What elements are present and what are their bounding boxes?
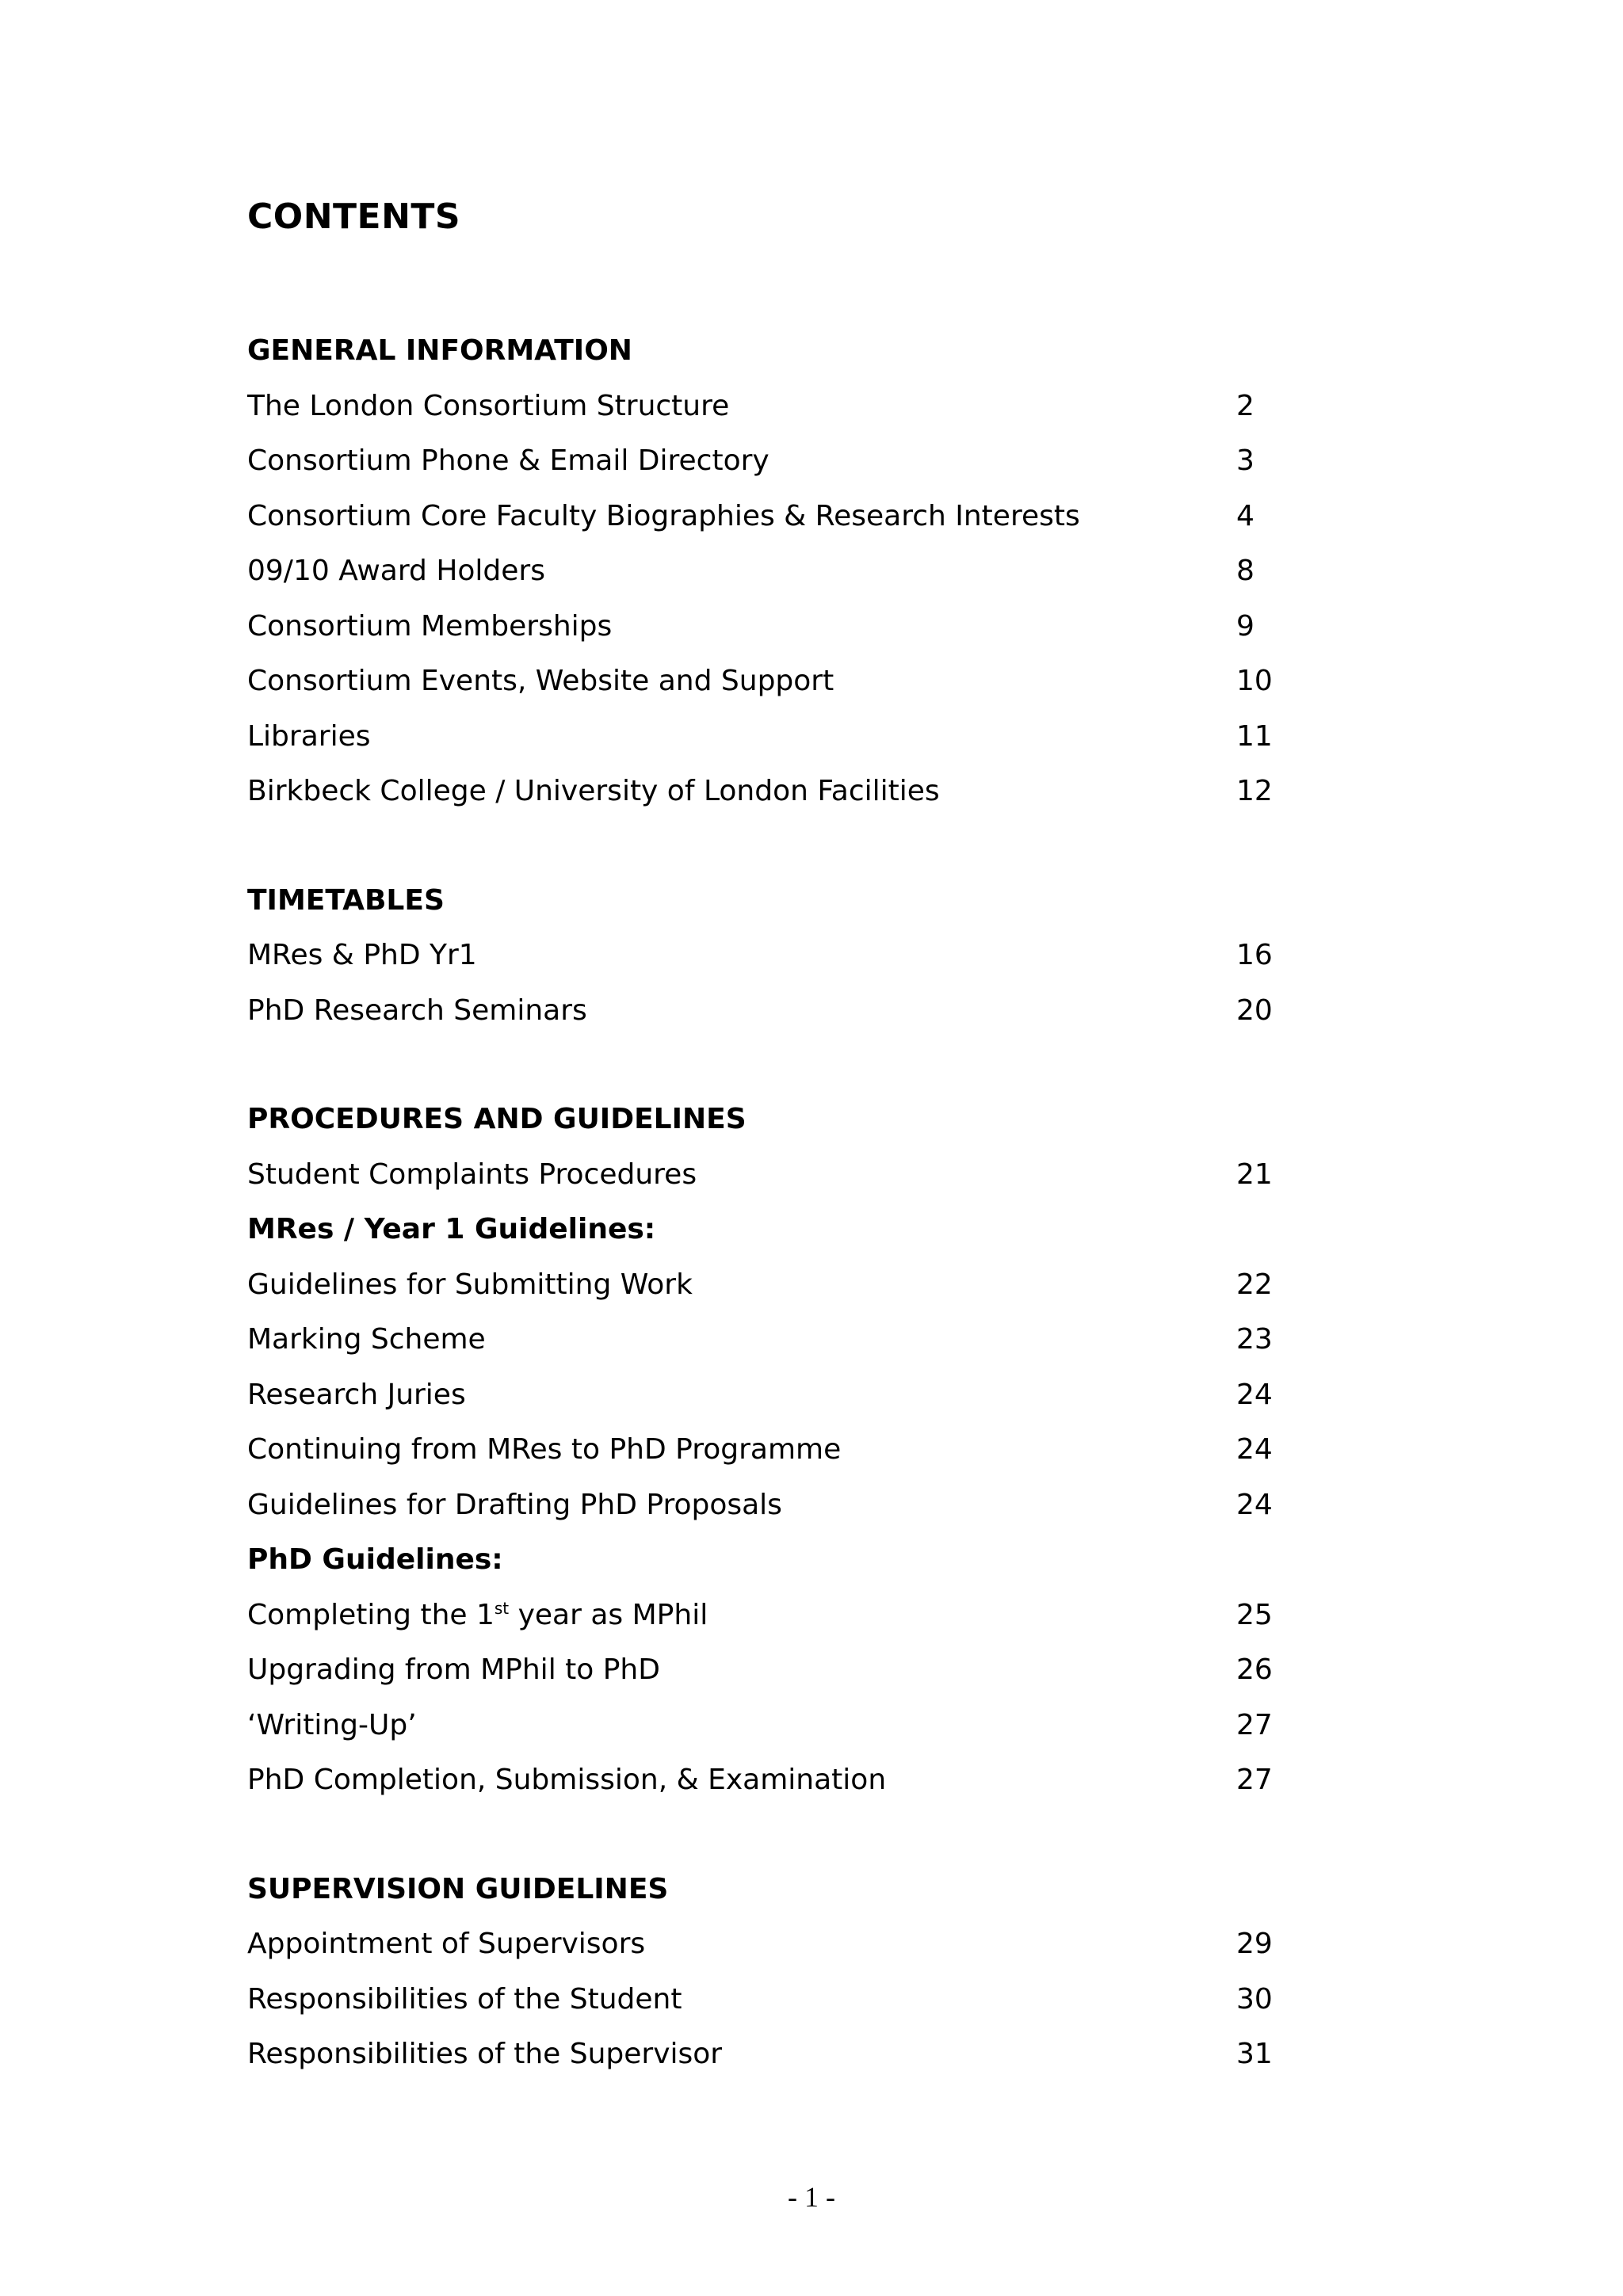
toc-entry xyxy=(247,599,1277,654)
entry-label-text: Responsibilities of the Student xyxy=(247,1982,682,2016)
toc-entry xyxy=(247,1257,1277,1313)
entry-label-text: ‘Writing-Up’ xyxy=(247,1708,417,1741)
toc-entry xyxy=(247,1147,1277,1203)
entry-label xyxy=(247,610,612,643)
entry-label-text: Consortium Phone & Email Directory xyxy=(247,444,769,478)
entry-label xyxy=(247,390,729,422)
entry-page-number: 16 xyxy=(1236,939,1273,972)
entry-label-text: Libraries xyxy=(247,719,371,753)
toc-entry xyxy=(247,543,1277,599)
toc-entry xyxy=(247,2027,1277,2082)
toc-entry xyxy=(247,1312,1277,1367)
entry-page-number: 11 xyxy=(1236,719,1273,753)
entry-page-number: 30 xyxy=(1236,1982,1273,2016)
toc-entry xyxy=(247,1753,1277,1808)
entry-label-text: Continuing from MRes to PhD Programme xyxy=(247,1433,842,1466)
entry-page-number: 25 xyxy=(1236,1598,1273,1631)
entry-label xyxy=(247,1323,486,1356)
toc-section xyxy=(247,1092,1277,1808)
entry-label-text: Marking Scheme xyxy=(247,1323,486,1356)
entry-label xyxy=(247,1158,697,1191)
section-heading: GENERAL INFORMATION xyxy=(247,334,632,368)
entry-label xyxy=(247,720,370,753)
page-title: CONTENTS xyxy=(247,196,461,237)
toc-entry xyxy=(247,379,1277,434)
entry-label-text: Appointment of Supervisors xyxy=(247,1928,646,1961)
entry-page-number: 8 xyxy=(1236,555,1254,588)
toc-entry xyxy=(247,433,1277,489)
entry-label-text: Consortium Core Faculty Biographies & Research Interests xyxy=(247,499,1080,532)
entry-label xyxy=(247,500,1080,532)
toc-section xyxy=(247,1862,1277,2082)
entry-label xyxy=(247,1928,645,1960)
toc-entry xyxy=(247,489,1277,544)
entry-label xyxy=(247,2038,722,2070)
section-heading: SUPERVISION GUIDELINES xyxy=(247,1872,669,1905)
entry-label xyxy=(247,1268,693,1301)
entry-label-text: The London Consortium Structure xyxy=(247,389,730,422)
entry-label xyxy=(247,939,477,971)
entry-label xyxy=(247,1983,682,2016)
toc-entry xyxy=(247,654,1277,709)
entry-page-number: 24 xyxy=(1236,1488,1273,1521)
entry-label-text: Student Complaints Procedures xyxy=(247,1158,697,1191)
entry-label xyxy=(247,1599,708,1631)
toc-section xyxy=(247,873,1277,1039)
entry-label-text: 09/10 Award Holders xyxy=(247,555,545,588)
entry-label xyxy=(247,555,545,587)
entry-label xyxy=(247,1433,841,1466)
entry-label-text: Consortium Events, Website and Support xyxy=(247,665,834,698)
entry-page-number: 26 xyxy=(1236,1653,1273,1687)
entry-label-text: MRes & PhD Yr1 xyxy=(247,939,477,972)
entry-page-number: 31 xyxy=(1236,2038,1273,2071)
toc-entry xyxy=(247,764,1277,819)
entry-label xyxy=(247,665,834,697)
entry-label-text: Upgrading from MPhil to PhD xyxy=(247,1653,660,1687)
toc-subheading xyxy=(247,1202,1277,1257)
entry-label xyxy=(247,994,587,1027)
entry-label-text-after: year as MPhil xyxy=(509,1598,708,1631)
entry-label-text: Birkbeck College / University of London Facilities xyxy=(247,775,940,808)
toc-entry xyxy=(247,1917,1277,1972)
entry-label-text: Guidelines for Submitting Work xyxy=(247,1268,693,1301)
entry-label-text: Guidelines for Drafting PhD Proposals xyxy=(247,1488,782,1521)
ordinal-suffix: st xyxy=(494,1598,510,1618)
entry-page-number: 4 xyxy=(1236,499,1254,532)
entry-label xyxy=(247,1379,466,1411)
entry-page-number: 27 xyxy=(1236,1764,1273,1797)
entry-page-number: 3 xyxy=(1236,444,1254,478)
entry-page-number: 20 xyxy=(1236,994,1273,1027)
entry-page-number: 24 xyxy=(1236,1378,1273,1411)
table-of-contents xyxy=(247,323,1277,2136)
entry-page-number: 24 xyxy=(1236,1433,1273,1466)
toc-entry xyxy=(247,1698,1277,1753)
toc-entry xyxy=(247,1642,1277,1698)
entry-page-number: 2 xyxy=(1236,389,1254,422)
toc-entry xyxy=(247,709,1277,765)
entry-label-text: Completing the 1 xyxy=(247,1598,495,1631)
toc-entry xyxy=(247,1422,1277,1478)
entry-label-text: Responsibilities of the Supervisor xyxy=(247,2038,723,2071)
entry-label-text: PhD Completion, Submission, & Examination xyxy=(247,1764,887,1797)
entry-label xyxy=(247,444,769,477)
toc-entry xyxy=(247,1478,1277,1533)
entry-page-number: 27 xyxy=(1236,1708,1273,1741)
page-number: - 1 - xyxy=(788,2181,835,2213)
toc-entry xyxy=(247,1367,1277,1423)
entry-page-number: 29 xyxy=(1236,1928,1273,1961)
entry-label xyxy=(247,1709,417,1741)
entry-page-number: 9 xyxy=(1236,609,1254,643)
entry-page-number: 12 xyxy=(1236,775,1273,808)
toc-subheading xyxy=(247,1532,1277,1588)
toc-entry xyxy=(247,1972,1277,2027)
entry-label-text: PhD Research Seminars xyxy=(247,994,587,1027)
entry-label xyxy=(247,775,940,807)
section-heading: TIMETABLES xyxy=(247,883,445,917)
section-heading: PROCEDURES AND GUIDELINES xyxy=(247,1103,747,1136)
entry-label-text: Consortium Memberships xyxy=(247,609,613,643)
toc-entry xyxy=(247,928,1277,983)
toc-entry xyxy=(247,983,1277,1039)
entry-page-number: 22 xyxy=(1236,1268,1273,1301)
entry-label-text: Research Juries xyxy=(247,1378,466,1411)
entry-page-number: 21 xyxy=(1236,1158,1273,1191)
subheading-label: MRes / Year 1 Guidelines: xyxy=(247,1213,656,1246)
entry-page-number: 23 xyxy=(1236,1323,1273,1356)
toc-section xyxy=(247,323,1277,819)
entry-label xyxy=(247,1653,660,1686)
entry-label xyxy=(247,1764,886,1796)
entry-page-number: 10 xyxy=(1236,665,1273,698)
subheading-label: PhD Guidelines: xyxy=(247,1543,503,1577)
toc-entry xyxy=(247,1588,1277,1643)
entry-label xyxy=(247,1489,782,1521)
